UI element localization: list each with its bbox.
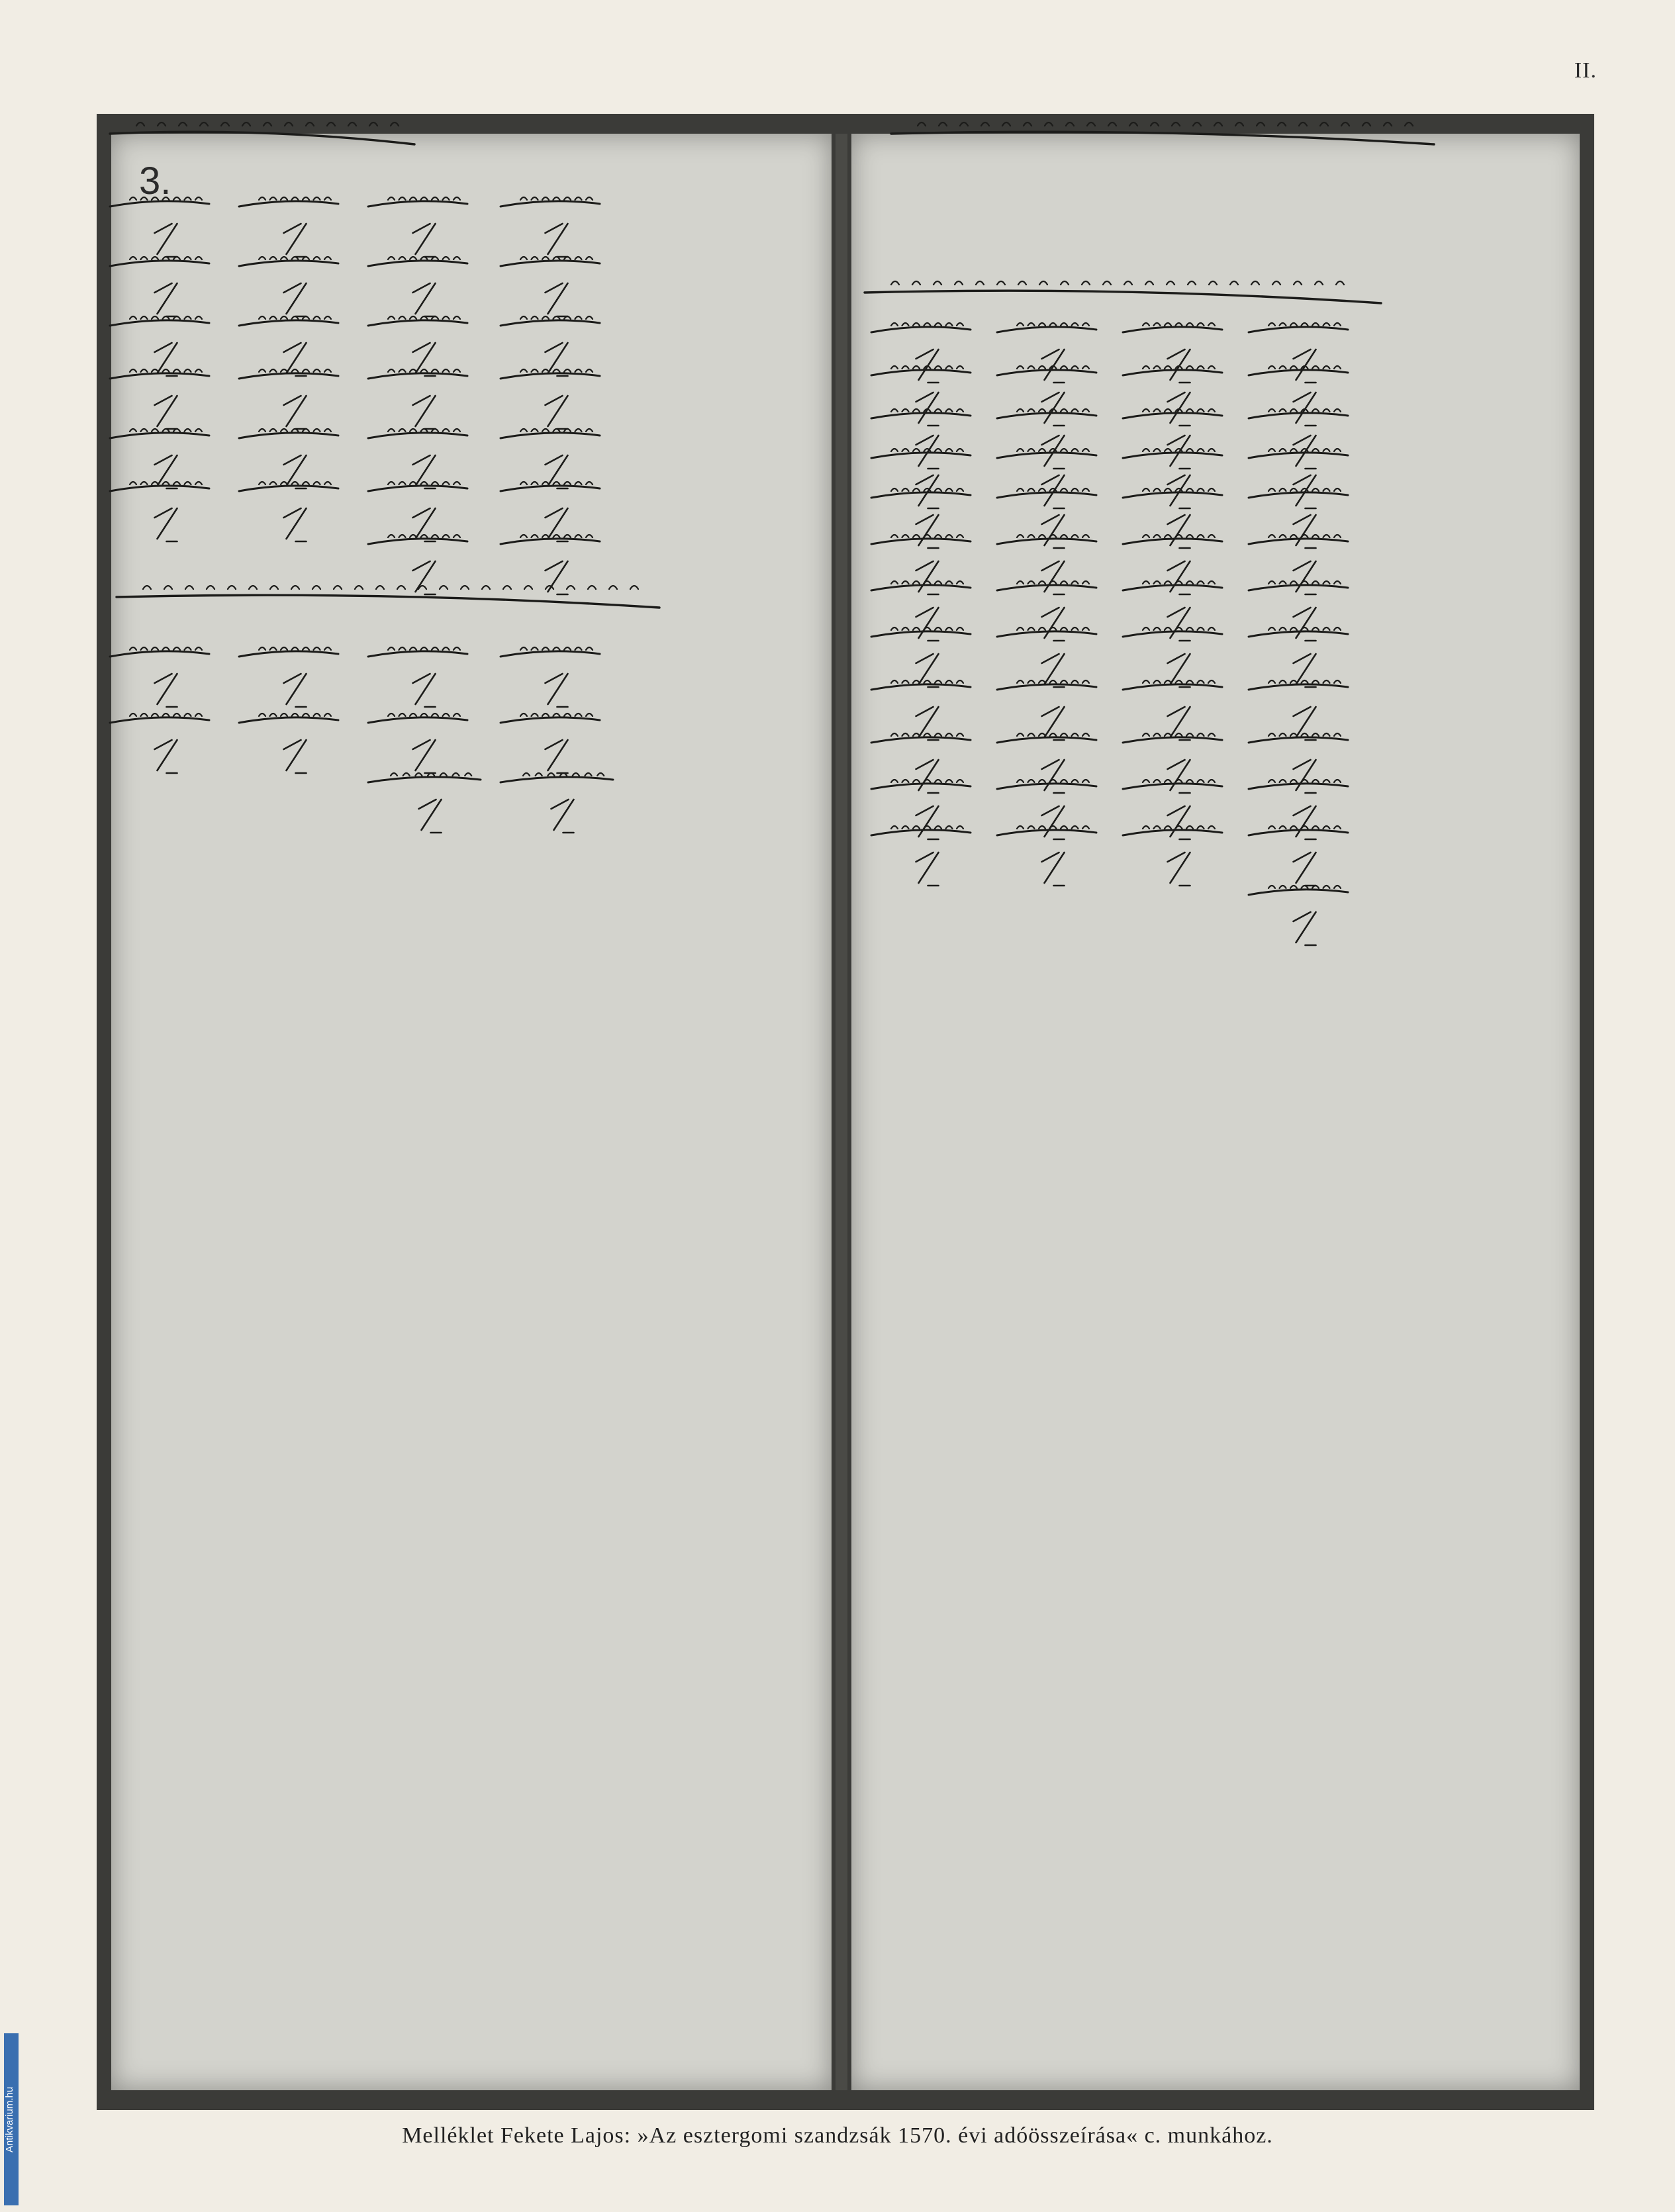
right-entry-4-2-letters [1143, 488, 1215, 491]
right-entry-9-2-tally [1168, 760, 1190, 793]
right-entry-9-0-stroke [871, 737, 971, 743]
right-entry-1-1-stroke [997, 370, 1096, 375]
left-header-line [110, 132, 414, 144]
left-entry-5-2-letters [388, 482, 460, 484]
left-entry-1-2-stroke [368, 261, 467, 266]
right-entry-4-2-tally [1168, 515, 1190, 548]
left-entry-4-2-stroke [368, 433, 467, 438]
right-entry-7-1-letters [1017, 627, 1089, 630]
right-entry-4-0-tally [916, 515, 939, 548]
left-entry-2-1-stroke [239, 320, 338, 326]
left-entry-b1-2-letters [388, 714, 460, 716]
left-entry-2-3-stroke [501, 320, 600, 326]
right-entry-0-1-letters [1017, 323, 1089, 326]
right-entry-0-2-stroke [1123, 327, 1222, 332]
watermark-logo: Antikvarium.hu [4, 2033, 19, 2205]
left-entry-0-1-stroke [239, 201, 338, 207]
left-entry-3-1-letters [259, 369, 331, 372]
right-entry-9-0-letters [891, 733, 963, 736]
right-entry-11-3-tally [1294, 853, 1316, 886]
right-entry-11-0-letters [891, 826, 963, 829]
left-entry-6-2-letters [388, 535, 460, 537]
left-entry-2-3-letters [520, 316, 593, 319]
right-section-header-line [865, 291, 1381, 303]
right-entry-3-0-letters [891, 449, 963, 451]
left-entry-3-2-tally [413, 396, 436, 429]
right-entry-8-0-letters [891, 680, 963, 683]
right-entry-5-3-tally [1294, 561, 1316, 594]
left-entry-0-3-letters [520, 197, 593, 200]
left-entry-2-0-stroke [110, 320, 209, 326]
left-entry-5-2-stroke [368, 486, 467, 491]
plate-number: II. [1574, 58, 1597, 83]
right-header-letters [918, 122, 1413, 126]
right-entry-5-2-letters [1143, 535, 1215, 537]
left-entry-b0-3-stroke [501, 651, 600, 657]
left-entry-3-0-stroke [110, 373, 209, 379]
right-entry-11-1-letters [1017, 826, 1089, 829]
left-entry-1-0-letters [130, 257, 202, 259]
left-entry-b1-1-stroke [239, 717, 338, 723]
left-entry-2-2-letters [388, 316, 460, 319]
left-entry-b1-2-tally [413, 740, 436, 773]
left-entry-b1-3-letters [520, 714, 593, 716]
right-entry-10-0-letters [891, 780, 963, 782]
left-entry-b0-3-letters [520, 647, 593, 650]
left-entry-4-1-stroke [239, 433, 338, 438]
right-entry-5-2-tally [1168, 561, 1190, 594]
left-entry-b0-1-letters [259, 647, 331, 650]
left-entry-5-1-stroke [239, 486, 338, 491]
left-entry-c1-tally [551, 800, 574, 833]
left-entry-1-1-letters [259, 257, 331, 259]
left-entry-b0-0-stroke [110, 651, 209, 657]
left-entry-b1-1-tally [284, 740, 307, 773]
left-entry-6-3-tally [546, 561, 568, 594]
left-entry-4-0-letters [130, 429, 202, 432]
left-entry-5-1-tally [284, 508, 307, 541]
left-entry-b1-0-letters [130, 714, 202, 716]
left-entry-3-1-stroke [239, 373, 338, 379]
left-entry-b0-1-stroke [239, 651, 338, 657]
right-entry-4-1-tally [1042, 515, 1065, 548]
right-entry-9-1-letters [1017, 733, 1089, 736]
left-entry-c1-stroke [501, 777, 613, 782]
left-entry-b0-0-letters [130, 647, 202, 650]
right-entry-6-0-tally [916, 608, 939, 641]
left-entry-0-2-letters [388, 197, 460, 200]
left-entry-1-3-tally [546, 283, 568, 316]
handwritten-page-number: 3. [139, 160, 171, 203]
right-entry-3-2-letters [1143, 449, 1215, 451]
right-entry-8-0-stroke [871, 684, 971, 690]
left-entry-c0-stroke [368, 777, 481, 782]
left-entry-3-0-tally [155, 396, 177, 429]
right-entry-11-2-tally [1168, 853, 1190, 886]
right-entry-1-3-stroke [1249, 370, 1348, 375]
right-entry-6-2-tally [1168, 608, 1190, 641]
right-entry-2-1-stroke [997, 413, 1096, 418]
right-entry-10-0-tally [916, 806, 939, 839]
right-entry-7-3-letters [1268, 627, 1341, 630]
right-entry-3-1-letters [1017, 449, 1089, 451]
left-entry-4-2-letters [388, 429, 460, 432]
left-section-header-line [117, 595, 659, 608]
right-entry-10-2-letters [1143, 780, 1215, 782]
right-entry-6-3-letters [1268, 581, 1341, 584]
right-entry-9-3-stroke [1249, 737, 1348, 743]
plate-caption: Melléklet Fekete Lajos: »Az esztergomi szandzsák 1570. évi adóösszeírása« c. munkához. [402, 2123, 1273, 2148]
right-entry-last-tally [1294, 912, 1316, 945]
right-entry-6-3-tally [1294, 608, 1316, 641]
left-entry-b1-0-stroke [110, 717, 209, 723]
right-entry-4-3-tally [1294, 515, 1316, 548]
right-entry-7-2-letters [1143, 627, 1215, 630]
left-entry-2-1-letters [259, 316, 331, 319]
left-entry-b0-0-tally [155, 674, 177, 707]
left-entry-b0-2-stroke [368, 651, 467, 657]
right-section-header-letters [891, 281, 1344, 285]
left-entry-5-0-stroke [110, 486, 209, 491]
right-entry-4-1-stroke [997, 492, 1096, 498]
right-entry-3-3-letters [1268, 449, 1341, 451]
left-entry-c0-letters [391, 773, 471, 776]
right-entry-10-1-tally [1042, 806, 1065, 839]
left-entry-4-0-stroke [110, 433, 209, 438]
right-entry-9-3-letters [1268, 733, 1341, 736]
right-entry-10-1-letters [1017, 780, 1089, 782]
left-entry-0-3-stroke [501, 201, 600, 207]
left-entry-3-2-stroke [368, 373, 467, 379]
right-entry-11-2-letters [1143, 826, 1215, 829]
right-entry-4-1-letters [1017, 488, 1089, 491]
left-entry-0-0-tally [155, 224, 177, 257]
right-entry-4-3-stroke [1249, 492, 1348, 498]
left-entry-b0-2-tally [413, 674, 436, 707]
right-entry-6-1-letters [1017, 581, 1089, 584]
right-entry-5-3-letters [1268, 535, 1341, 537]
right-entry-2-0-stroke [871, 413, 971, 418]
left-entry-1-3-stroke [501, 261, 600, 266]
left-entry-1-1-stroke [239, 261, 338, 266]
left-entry-0-2-stroke [368, 201, 467, 207]
left-entry-c1-letters [523, 773, 604, 776]
left-header-letters [136, 122, 399, 126]
left-entry-3-3-stroke [501, 373, 600, 379]
right-entry-3-2-stroke [1123, 453, 1222, 458]
right-entry-4-3-letters [1268, 488, 1341, 491]
left-entry-5-3-letters [520, 482, 593, 484]
left-entry-6-2-stroke [368, 539, 467, 544]
right-entry-3-0-stroke [871, 453, 971, 458]
right-entry-8-2-letters [1143, 680, 1215, 683]
left-entry-0-1-letters [259, 197, 331, 200]
left-entry-1-2-tally [413, 283, 436, 316]
right-entry-6-2-letters [1143, 581, 1215, 584]
right-entry-9-1-stroke [997, 737, 1096, 743]
left-entry-3-3-letters [520, 369, 593, 372]
left-entry-b1-3-tally [546, 740, 568, 773]
right-entry-11-0-tally [916, 853, 939, 886]
left-entry-0-1-tally [284, 224, 307, 257]
right-entry-10-2-tally [1168, 806, 1190, 839]
right-entry-10-3-tally [1294, 806, 1316, 839]
right-entry-11-3-letters [1268, 826, 1341, 829]
right-entry-last-stroke [1249, 890, 1348, 895]
right-entry-2-2-stroke [1123, 413, 1222, 418]
right-entry-1-0-stroke [871, 370, 971, 375]
left-entry-5-0-letters [130, 482, 202, 484]
left-entry-b1-3-stroke [501, 717, 600, 723]
left-entry-b1-2-stroke [368, 717, 467, 723]
right-entry-9-1-tally [1042, 760, 1065, 793]
right-entry-0-2-letters [1143, 323, 1215, 326]
left-entry-5-3-stroke [501, 486, 600, 491]
left-entry-3-1-tally [284, 396, 307, 429]
left-entry-0-0-letters [130, 197, 202, 200]
right-entry-9-3-tally [1294, 760, 1316, 793]
left-entry-6-2-tally [413, 561, 436, 594]
right-entry-10-3-letters [1268, 780, 1341, 782]
right-entry-11-1-tally [1042, 853, 1065, 886]
left-entry-5-0-tally [155, 508, 177, 541]
left-entry-4-1-letters [259, 429, 331, 432]
left-entry-3-2-letters [388, 369, 460, 372]
left-entry-b0-3-tally [546, 674, 568, 707]
right-entry-5-1-tally [1042, 561, 1065, 594]
right-entry-0-1-stroke [997, 327, 1096, 332]
right-entry-3-1-stroke [997, 453, 1096, 458]
left-entry-1-0-stroke [110, 261, 209, 266]
right-entry-7-0-letters [891, 627, 963, 630]
left-entry-b0-1-tally [284, 674, 307, 707]
left-entry-0-0-stroke [110, 201, 209, 207]
right-entry-9-0-tally [916, 760, 939, 793]
right-entry-3-3-stroke [1249, 453, 1348, 458]
left-entry-1-1-tally [284, 283, 307, 316]
right-entry-8-1-letters [1017, 680, 1089, 683]
left-entry-4-3-stroke [501, 433, 600, 438]
left-entry-2-0-letters [130, 316, 202, 319]
right-entry-8-3-letters [1268, 680, 1341, 683]
left-entry-b0-2-letters [388, 647, 460, 650]
right-entry-5-1-letters [1017, 535, 1089, 537]
right-entry-8-2-stroke [1123, 684, 1222, 690]
left-entry-0-3-tally [546, 224, 568, 257]
right-entry-6-1-tally [1042, 608, 1065, 641]
left-entry-c0-tally [419, 800, 442, 833]
right-entry-9-2-letters [1143, 733, 1215, 736]
left-entry-6-3-stroke [501, 539, 600, 544]
right-entry-4-0-letters [891, 488, 963, 491]
left-entry-b1-1-letters [259, 714, 331, 716]
right-entry-8-1-stroke [997, 684, 1096, 690]
left-entry-1-0-tally [155, 283, 177, 316]
ottoman-script-entries [97, 114, 1594, 2110]
right-entry-5-0-tally [916, 561, 939, 594]
right-entry-8-3-stroke [1249, 684, 1348, 690]
right-entry-6-0-letters [891, 581, 963, 584]
right-entry-4-2-stroke [1123, 492, 1222, 498]
right-entry-9-2-stroke [1123, 737, 1222, 743]
right-entry-0-3-stroke [1249, 327, 1348, 332]
right-entry-0-0-letters [891, 323, 963, 326]
left-entry-2-2-stroke [368, 320, 467, 326]
right-entry-1-2-stroke [1123, 370, 1222, 375]
right-entry-0-0-stroke [871, 327, 971, 332]
right-entry-last-letters [1268, 886, 1341, 888]
left-entry-5-1-letters [259, 482, 331, 484]
left-entry-4-3-letters [520, 429, 593, 432]
left-section-header-letters [143, 586, 638, 589]
left-entry-6-3-letters [520, 535, 593, 537]
left-entry-1-3-letters [520, 257, 593, 259]
right-entry-5-0-letters [891, 535, 963, 537]
right-entry-2-3-stroke [1249, 413, 1348, 418]
right-entry-0-3-letters [1268, 323, 1341, 326]
left-entry-3-0-letters [130, 369, 202, 372]
left-entry-3-3-tally [546, 396, 568, 429]
left-entry-b1-0-tally [155, 740, 177, 773]
left-entry-1-2-letters [388, 257, 460, 259]
left-entry-0-2-tally [413, 224, 436, 257]
right-entry-4-0-stroke [871, 492, 971, 498]
right-header-line [891, 132, 1434, 144]
